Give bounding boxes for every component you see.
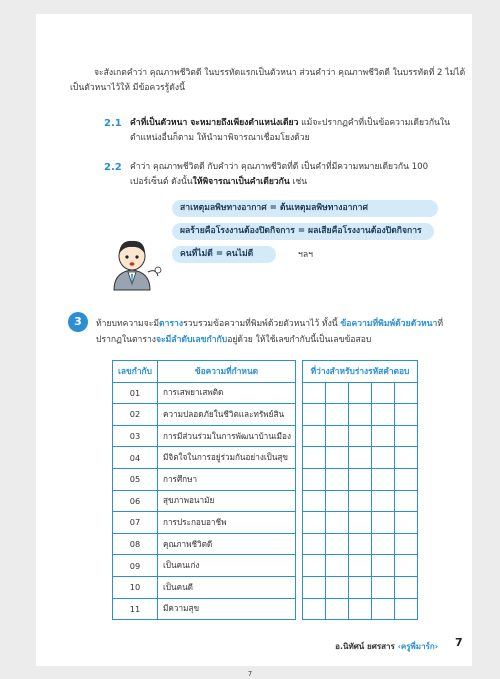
draft-cell[interactable] — [395, 598, 418, 620]
draft-cell[interactable] — [372, 598, 395, 620]
draft-cell[interactable] — [349, 447, 372, 469]
table-row — [113, 425, 418, 447]
s3-p3: ที่ปรากฏในตาราง — [96, 319, 444, 345]
draft-cell[interactable] — [349, 382, 372, 404]
draft-cell[interactable] — [326, 404, 349, 426]
rule-2-2-text — [130, 160, 460, 190]
header-text: ข้อความที่กำหนด — [158, 361, 296, 383]
example-pill-1: สาเหตุมลพิษทางอากาศ = ต้นเหตุมลพิษทางอากาศ — [172, 200, 438, 217]
rule-2-2-number: 2.2 — [104, 162, 122, 173]
draft-cell[interactable] — [349, 512, 372, 534]
rule-2-1-rest: แม้จะปรากฏคำที่เป็นข้อความเดียวกันในตำแหน่งอื่นก็ตาม ให้นำมาพิจารณาเชื่อมโยงด้วย — [130, 118, 450, 143]
intro-paragraph: จะสังเกตคำว่า คุณภาพชีวิตดี ในบรรทัดแรกเป็นตัวหนา ส่วนคำว่า คุณภาพชีวิตดี ในบรรทัดที่ 2 ไม่ได้เป็นตัวหนาไว้ให้ มีข้อควรรู้ดังนี้ — [70, 68, 466, 93]
row-text: สุขภาพอนามัย — [158, 490, 296, 512]
draft-cell[interactable] — [326, 425, 349, 447]
table-row — [113, 555, 418, 577]
rule-2-2-post: เช่น — [289, 177, 308, 187]
table-row — [113, 404, 418, 426]
draft-cell[interactable] — [395, 512, 418, 534]
etc-text: ฯลฯ — [298, 250, 313, 260]
draft-cell[interactable] — [303, 447, 326, 469]
draft-cell[interactable] — [326, 468, 349, 490]
draft-cell[interactable] — [395, 404, 418, 426]
row-gap — [296, 555, 303, 577]
table-row — [113, 533, 418, 555]
draft-cell[interactable] — [372, 512, 395, 534]
section-3-paragraph — [96, 316, 462, 348]
row-number: 01 — [113, 382, 158, 404]
section-3-marker: 3 — [68, 312, 88, 332]
table-row — [113, 382, 418, 404]
row-text: การประกอบอาชีพ — [158, 512, 296, 534]
page-number: 7 — [455, 636, 463, 649]
draft-cell[interactable] — [372, 468, 395, 490]
draft-cell[interactable] — [326, 382, 349, 404]
draft-cell[interactable] — [395, 382, 418, 404]
footer-author — [0, 640, 438, 653]
row-number: 04 — [113, 447, 158, 469]
draft-cell[interactable] — [303, 468, 326, 490]
draft-cell[interactable] — [326, 490, 349, 512]
draft-cell[interactable] — [349, 425, 372, 447]
row-text: การเสพยาเสพติด — [158, 382, 296, 404]
thinking-boy-illustration — [100, 232, 164, 296]
draft-cell[interactable] — [395, 533, 418, 555]
s3-highlight-bold-text: ข้อความที่พิมพ์ด้วยตัวหนา — [340, 319, 438, 329]
draft-cell[interactable] — [303, 490, 326, 512]
rule-2-1-bold: คำที่เป็นตัวหนา จะหมายถึงเพียงตำแหน่งเดียว — [130, 118, 299, 128]
draft-cell[interactable] — [395, 490, 418, 512]
rule-2-1-number: 2.1 — [104, 118, 122, 129]
rule-2-2-pre: คำว่า คุณภาพชีวิตดี กับคำว่า คุณภาพชีวิตที่ดี เป็นคำที่มีความหมายเดียวกัน 100 เปอร์เซ็นต์ ดังนั้น — [130, 162, 429, 187]
draft-cell[interactable] — [372, 425, 395, 447]
rule-2-2-bold: ให้พิจารณาเป็นคำเดียวกัน — [192, 177, 290, 187]
row-number: 02 — [113, 404, 158, 426]
table-row — [113, 598, 418, 620]
row-text: เป็นคนดี — [158, 576, 296, 598]
row-text: การมีส่วนร่วมในการพัฒนาบ้านเมือง — [158, 425, 296, 447]
draft-cell[interactable] — [395, 447, 418, 469]
author-nickname: ‹ครูพี่มาร์ก› — [397, 642, 438, 651]
draft-cell[interactable] — [372, 576, 395, 598]
s3-p2: รวบรวมข้อความที่พิมพ์ด้วยตัวหนาไว้ ทั้งนี้ — [183, 319, 341, 329]
draft-cell[interactable] — [303, 425, 326, 447]
draft-cell[interactable] — [326, 555, 349, 577]
row-text: คุณภาพชีวิตดี — [158, 533, 296, 555]
s3-highlight-number: จะมีลำดับเลขกำกับ — [155, 335, 228, 345]
s3-highlight-table: ตาราง — [159, 319, 184, 329]
row-number: 07 — [113, 512, 158, 534]
draft-cell[interactable] — [349, 555, 372, 577]
row-gap — [296, 576, 303, 598]
draft-cell[interactable] — [372, 447, 395, 469]
table-row — [113, 447, 418, 469]
row-gap — [296, 490, 303, 512]
draft-cell[interactable] — [303, 404, 326, 426]
draft-cell[interactable] — [372, 382, 395, 404]
draft-cell[interactable] — [326, 598, 349, 620]
draft-cell[interactable] — [372, 555, 395, 577]
draft-cell[interactable] — [303, 598, 326, 620]
draft-cell[interactable] — [326, 447, 349, 469]
row-number: 03 — [113, 425, 158, 447]
table-row — [113, 512, 418, 534]
s3-p4: อยู่ด้วย ให้ใช้เลขกำกับนี้เป็นเลขข้อสอบ — [227, 335, 372, 345]
row-text: ความปลอดภัยในชีวิตและทรัพย์สิน — [158, 404, 296, 426]
draft-cell[interactable] — [303, 382, 326, 404]
author-name: อ.นิทัศน์ ยศรสาร — [335, 642, 398, 651]
table-row — [113, 490, 418, 512]
table-row — [113, 576, 418, 598]
draft-cell[interactable] — [372, 533, 395, 555]
row-number: 11 — [113, 598, 158, 620]
draft-cell[interactable] — [395, 555, 418, 577]
row-gap — [296, 425, 303, 447]
draft-cell[interactable] — [303, 533, 326, 555]
s3-p1: ท้ายบทความจะมี — [96, 319, 160, 329]
draft-cell[interactable] — [303, 576, 326, 598]
row-number: 09 — [113, 555, 158, 577]
row-gap — [296, 512, 303, 534]
example-pill-2: ผลร้ายคือโรงงานต้องปิดกิจการ = ผลเสียคือโรงงานต้องปิดกิจการ — [172, 223, 434, 240]
row-gap — [296, 468, 303, 490]
draft-cell[interactable] — [395, 576, 418, 598]
header-number: เลขกำกับ — [113, 361, 158, 383]
table-row — [113, 468, 418, 490]
draft-cell[interactable] — [349, 490, 372, 512]
header-draft-space: ที่ว่างสำหรับร่างรหัสคำตอบ — [303, 361, 418, 383]
draft-cell[interactable] — [349, 598, 372, 620]
row-gap — [296, 404, 303, 426]
draft-cell[interactable] — [395, 468, 418, 490]
example-pill-3: คนที่ไม่ดี = คนไม่ดี — [172, 246, 276, 263]
row-number: 05 — [113, 468, 158, 490]
answer-table — [112, 360, 418, 620]
bottom-page-number: 7 — [247, 670, 253, 678]
table-header-row — [113, 361, 418, 383]
header-gap — [296, 361, 303, 383]
draft-cell[interactable] — [349, 576, 372, 598]
draft-cell[interactable] — [303, 512, 326, 534]
row-gap — [296, 447, 303, 469]
draft-cell[interactable] — [326, 576, 349, 598]
row-text: การศึกษา — [158, 468, 296, 490]
row-text: มีจิตใจในการอยู่ร่วมกันอย่างเป็นสุข — [158, 447, 296, 469]
row-gap — [296, 533, 303, 555]
row-number: 06 — [113, 490, 158, 512]
draft-cell[interactable] — [303, 555, 326, 577]
draft-cell[interactable] — [326, 512, 349, 534]
row-gap — [296, 598, 303, 620]
row-gap — [296, 382, 303, 404]
row-number: 10 — [113, 576, 158, 598]
draft-cell[interactable] — [395, 425, 418, 447]
draft-cell[interactable] — [349, 533, 372, 555]
row-text: เป็นคนเก่ง — [158, 555, 296, 577]
draft-cell[interactable] — [372, 404, 395, 426]
row-text: มีความสุข — [158, 598, 296, 620]
draft-cell[interactable] — [326, 533, 349, 555]
rule-2-1-text — [130, 116, 460, 146]
draft-cell[interactable] — [349, 468, 372, 490]
row-number: 08 — [113, 533, 158, 555]
draft-cell[interactable] — [372, 490, 395, 512]
draft-cell[interactable] — [349, 404, 372, 426]
